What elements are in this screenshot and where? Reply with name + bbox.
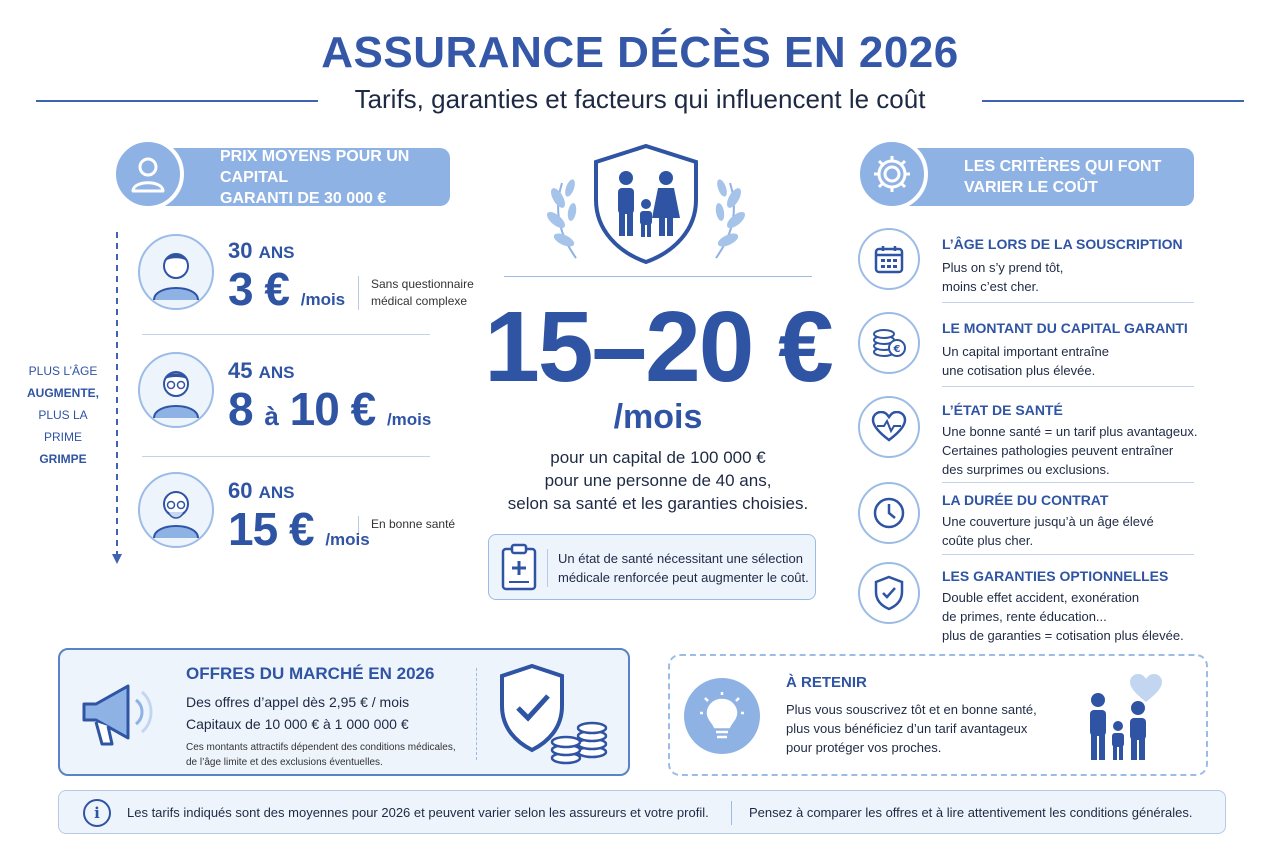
criterion-divider [942, 302, 1194, 303]
offers-small-text: Ces montants attractifs dépendent des conditions médicales, de l’âge limite et des exclusions éventuelles. [186, 742, 456, 768]
gear-icon [856, 138, 928, 210]
heart-pulse-icon [858, 396, 920, 458]
health-note-text: Un état de santé nécessitant une sélection médicale renforcée peut augmenter le coût. [547, 549, 809, 587]
price-45: 8 à 10 € /mois [228, 383, 432, 435]
offers-title: OFFRES DU MARCHÉ EN 2026 [186, 664, 435, 683]
criterion-title: L’ÂGE LORS DE LA SOUSCRIPTION [942, 236, 1183, 252]
criterion-title: LES GARANTIES OPTIONNELLES [942, 568, 1169, 584]
right-banner [894, 148, 1194, 206]
criterion-text: Un capital important entraîne une cotisation plus élevée. [942, 344, 1109, 378]
criterion-text: Une bonne santé = un tarif plus avantageux. Certaines pathologies peuvent entraîner des surprimes ou exclusions. [942, 424, 1198, 477]
footer-text-2: Pensez à comparer les offres et à lire attentivement les conditions générales. [749, 805, 1193, 820]
age-30: 30 ANS [228, 238, 295, 263]
big-price-unit: /mois [613, 398, 703, 436]
criterion-divider [942, 554, 1194, 555]
right-banner-line1: LES CRITÈRES QUI FONT [964, 158, 1162, 175]
shield-coins-icon [494, 662, 612, 768]
left-banner-line1: PRIX MOYENS POUR UN CAPITAL [220, 147, 410, 186]
price-60: 15 € /mois [228, 503, 370, 555]
profile-divider [142, 456, 430, 457]
page-title: ASSURANCE DÉCÈS EN 2026 [321, 28, 959, 77]
criterion-title: L’ÉTAT DE SANTÉ [942, 402, 1063, 418]
criterion-text: Double effet accident, exonération de primes, rente éducation... plus de garanties = cotisation plus élevée. [942, 590, 1184, 643]
profile-divider [142, 334, 430, 335]
center-description: pour un capital de 100 000 € pour une personne de 40 ans, selon sa santé et les garanties choisies. [507, 448, 809, 513]
age-arrow-icon [110, 232, 124, 568]
info-icon: i [83, 799, 111, 827]
footer-disclaimer [58, 790, 1226, 834]
right-banner-line2: VARIER LE COÛT [964, 179, 1098, 196]
market-offers-box [58, 648, 630, 776]
lightbulb-icon [684, 678, 760, 754]
health-note-box [488, 534, 816, 600]
left-banner-line2: GARANTI DE 30 000 € [220, 189, 387, 207]
clock-icon [858, 482, 920, 544]
note-30: Sans questionnaire médical complexe [358, 276, 474, 310]
footer-text-1: Les tarifs indiqués sont des moyennes pour 2026 et peuvent varier selon les assureurs et votre profil. [127, 805, 709, 820]
clipboard-medical-icon [499, 543, 539, 593]
criterion-text: Plus on s’y prend tôt, moins c’est cher. [942, 260, 1064, 294]
page-subtitle: Tarifs, garanties et facteurs qui influencent le coût [354, 84, 926, 114]
avatar-60 [138, 472, 214, 548]
criterion-title: LA DURÉE DU CONTRAT [942, 492, 1109, 508]
price-30: 3 € /mois [228, 263, 346, 315]
left-banner [150, 148, 450, 206]
coins-euro-icon [858, 312, 920, 374]
age-side-label: PLUS L’ÂGE AUGMENTE, PLUS LA PRIME GRIMPE [27, 364, 99, 466]
age-45: 45 ANS [228, 358, 295, 383]
footer-divider [731, 801, 732, 825]
family-heart-icon [1080, 668, 1170, 764]
family-shield-icon [536, 138, 756, 268]
takeaway-text: Plus vous souscrivez tôt et en bonne santé, plus vous bénéficiez d’un tarif avantageux pour protéger vos proches. [786, 702, 1037, 755]
avatar-30 [138, 234, 214, 310]
key-takeaway-box [668, 654, 1208, 776]
calendar-icon [858, 228, 920, 290]
user-icon [112, 138, 184, 210]
offers-divider [476, 668, 477, 760]
offers-line1: Des offres d’appel dès 2,95 € / mois [186, 694, 410, 710]
note-60: En bonne santé [358, 516, 455, 533]
big-price: 15–20 € [484, 291, 832, 403]
svg-text:€: € [893, 344, 901, 355]
takeaway-title: À RETENIR [786, 674, 867, 691]
criterion-divider [942, 386, 1194, 387]
criterion-divider [942, 482, 1194, 483]
offers-line2: Capitaux de 10 000 € à 1 000 000 € [186, 716, 409, 732]
criterion-title: LE MONTANT DU CAPITAL GARANTI [942, 320, 1188, 336]
avatar-45 [138, 352, 214, 428]
age-60: 60 ANS [228, 478, 295, 503]
criterion-text: Une couverture jusqu’à un âge élevé coûte plus cher. [942, 514, 1154, 548]
center-divider [504, 276, 812, 277]
megaphone-icon [76, 678, 156, 750]
shield-check-icon [858, 562, 920, 624]
